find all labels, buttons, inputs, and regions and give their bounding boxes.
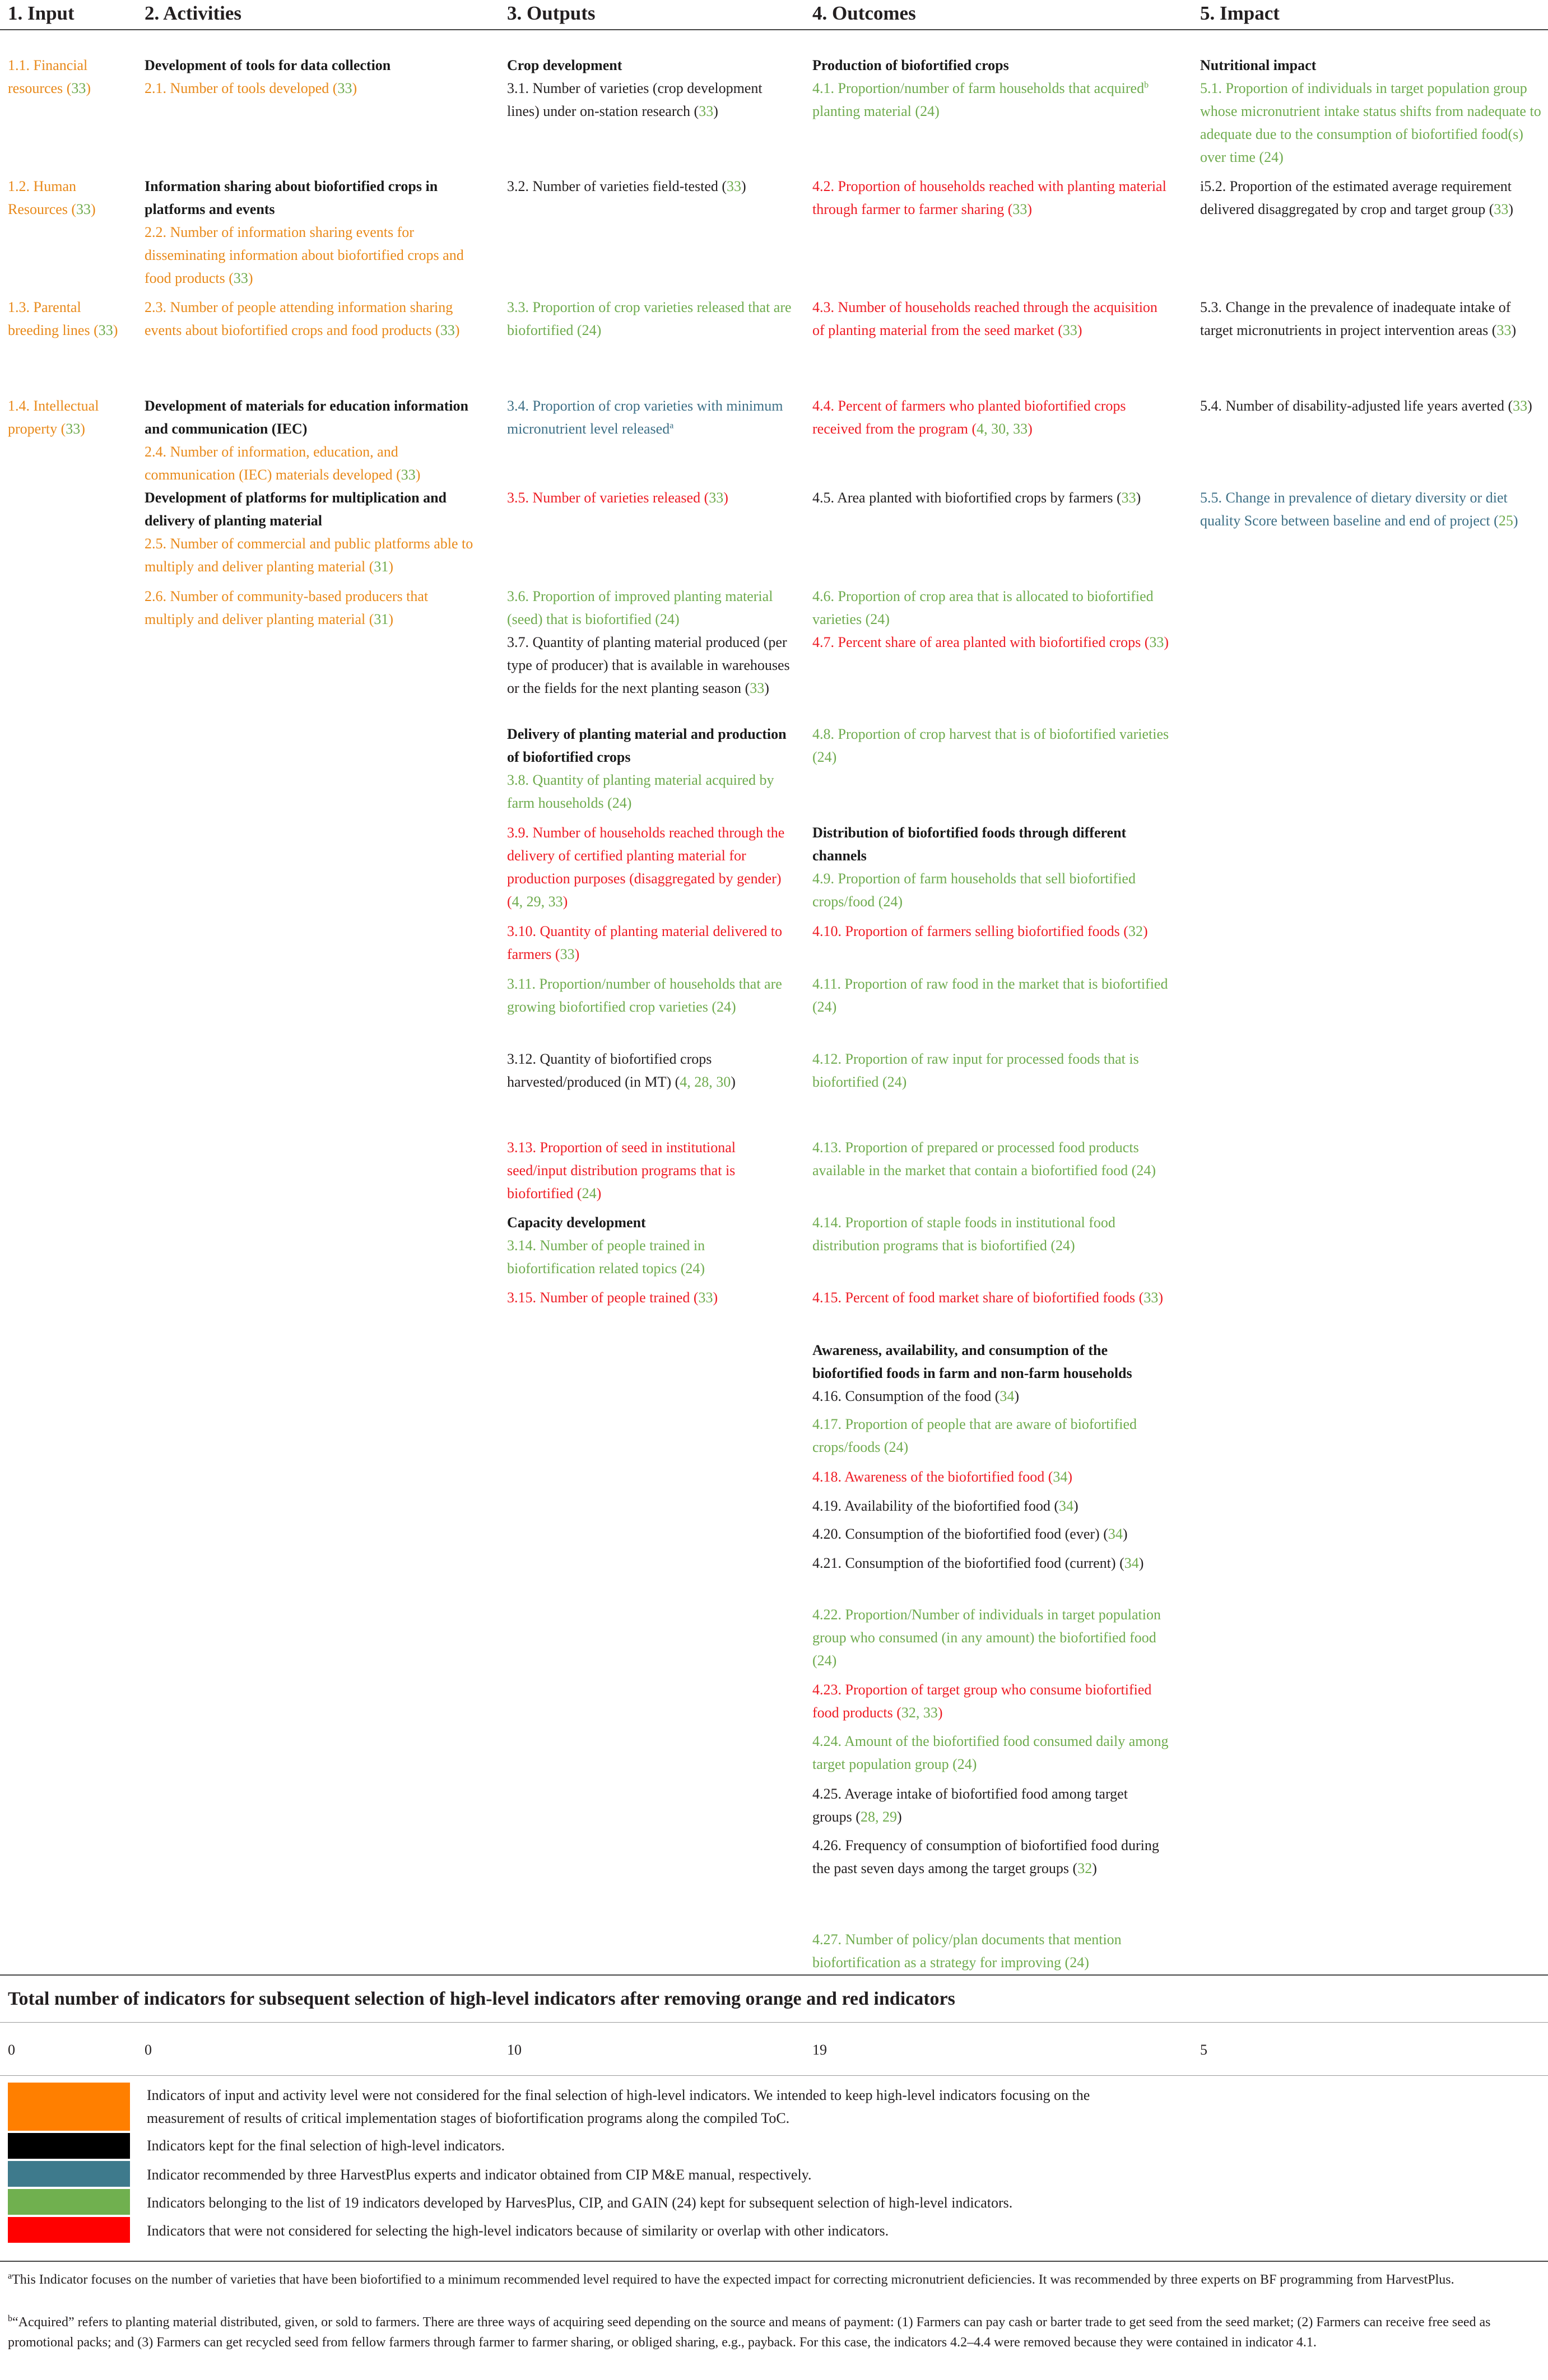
total-outcomes: 19 <box>812 2042 827 2058</box>
header-outcomes: 4. Outcomes <box>812 2 916 24</box>
section-heading: Nutritional impact <box>1200 57 1317 73</box>
legend-swatch-green <box>8 2189 130 2215</box>
impact-indicator: 5.1. Proportion of individuals in target population group whose micronutrient intake status shifts from nadequate to adequate due to the consumption of biofortified food(s) over time (24) <box>1200 80 1541 165</box>
section-heading: Development of tools for data collection <box>145 57 391 73</box>
section-heading: Capacity development <box>507 1214 646 1231</box>
outcome-indicator: 4.11. Proportion of raw food in the market that is biofortified (24) <box>812 976 1168 1015</box>
outcome-indicator: 4.10. Proportion of farmers selling biofortified foods (32) <box>812 923 1148 939</box>
output-indicator: 3.2. Number of varieties field-tested (33) <box>507 178 746 194</box>
section-heading: Development of platforms for multiplication and delivery of planting material <box>145 490 447 529</box>
output-indicator: 3.7. Quantity of planting material produced (per type of producer) that is available in warehouses or the fields for the next planting season (33) <box>507 634 790 696</box>
outcome-indicator: 4.6. Proportion of crop area that is allocated to biofortified varieties (24) <box>812 588 1154 627</box>
legend-text-red: Indicators that were not considered for selecting the high-level indicators because of similarity or overlap with other indicators. <box>147 2223 889 2239</box>
output-indicator: 3.14. Number of people trained in biofortification related topics (24) <box>507 1237 705 1277</box>
impact-indicator: 5.4. Number of disability-adjusted life years averted (33) <box>1200 398 1532 414</box>
output-indicator: 3.3. Proportion of crop varieties released that are biofortified (24) <box>507 299 792 338</box>
header-outputs: 3. Outputs <box>507 2 596 24</box>
outcome-indicator: 4.13. Proportion of prepared or processed food products available in the market that contain a biofortified food (24) <box>812 1139 1156 1179</box>
activity-indicator: 2.4. Number of information, education, and communication (IEC) materials developed (33) <box>145 444 421 483</box>
outcome-indicator: 4.14. Proportion of staple foods in institutional food distribution programs that is biofortified (24) <box>812 1214 1115 1254</box>
legend-swatch-blue <box>8 2161 130 2187</box>
outcome-indicator: 4.22. Proportion/Number of individuals in target population group who consumed (in any amount) the biofortified food (24) <box>812 1606 1161 1669</box>
outcome-indicator: 4.27. Number of policy/plan documents that mention biofortification as a strategy for improving (24) <box>812 1931 1122 1971</box>
legend-text-green: Indicators belonging to the list of 19 indicators developed by HarvesPlus, CIP, and GAIN (24) kept for subsequent selection of high-level indicators. <box>147 2195 1013 2211</box>
legend-text-black: Indicators kept for the final selection of high-level indicators. <box>147 2137 505 2154</box>
outcome-indicator: 4.4. Percent of farmers who planted biofortified crops received from the program (4, 30, 33) <box>812 398 1126 437</box>
outcome-indicator: 4.21. Consumption of the biofortified food (current) (34) <box>812 1555 1144 1571</box>
activity-indicator: 2.1. Number of tools developed (33) <box>145 80 357 96</box>
divider <box>0 1974 1548 1976</box>
outcome-indicator: 4.3. Number of households reached through the acquisition of planting material from the seed market (33) <box>812 299 1157 338</box>
total-impact: 5 <box>1200 2042 1207 2058</box>
total-activities: 0 <box>145 2042 152 2058</box>
outcome-indicator: 4.17. Proportion of people that are aware of biofortified crops/foods (24) <box>812 1416 1137 1455</box>
output-indicator: 3.13. Proportion of seed in institutional seed/input distribution programs that is biofortified (24) <box>507 1139 736 1201</box>
output-indicator: 3.10. Quantity of planting material delivered to farmers (33) <box>507 923 782 962</box>
outcome-indicator: 4.15. Percent of food market share of biofortified foods (33) <box>812 1289 1164 1306</box>
outcome-indicator: 4.8. Proportion of crop harvest that is of biofortified varieties (24) <box>812 726 1169 765</box>
legend-swatch-black <box>8 2133 130 2159</box>
header-input: 1. Input <box>8 2 75 24</box>
outcome-indicator: 4.1. Proportion/number of farm households that acquired$^b$ planting material (24) <box>812 80 1149 119</box>
outcome-indicator: 4.23. Proportion of target group who consume biofortified food products (32, 33) <box>812 1682 1152 1721</box>
input-indicator: 1.2. Human Resources (33) <box>8 178 96 217</box>
divider <box>0 2075 1548 2076</box>
section-heading: Production of biofortified crops <box>812 57 1009 73</box>
output-indicator: 3.4. Proportion of crop varieties with minimum micronutrient level released$^a$ <box>507 398 783 437</box>
outcome-indicator: 4.19. Availability of the biofortified food (34) <box>812 1498 1079 1514</box>
outcome-indicator: 4.26. Frequency of consumption of biofortified food during the past seven days among the target groups (32) <box>812 1837 1159 1876</box>
legend-text-orange: Indicators of input and activity level were not considered for the final selection of high-level indicators. We intended to keep high-level indicators focusing on the measurement of results of critical implementation stages of biofortification programs along the compiled ToC. <box>147 2087 1090 2126</box>
outcome-indicator: 4.16. Consumption of the food (34) <box>812 1388 1020 1404</box>
output-indicator: 3.12. Quantity of biofortified crops harvested/produced (in MT) (4, 28, 30) <box>507 1051 736 1090</box>
outcome-indicator: 4.24. Amount of the biofortified food consumed daily among target population group (24) <box>812 1733 1169 1772</box>
total-input: 0 <box>8 2042 15 2058</box>
header-activities: 2. Activities <box>145 2 242 24</box>
section-heading: Development of materials for education information and communication (IEC) <box>145 398 468 437</box>
divider <box>0 2261 1548 2262</box>
legend-text-blue: Indicator recommended by three HarvestPlus experts and indicator obtained from CIP M&E manual, respectively. <box>147 2167 812 2183</box>
section-heading: Awareness, availability, and consumption of the biofortified foods in farm and non-farm households <box>812 1342 1132 1381</box>
output-indicator: 3.9. Number of households reached through the delivery of certified planting material for production purposes (disaggregated by gender) (4, 29, 33) <box>507 825 785 910</box>
input-indicator: 1.3. Parental breeding lines (33) <box>8 299 118 338</box>
input-indicator: 1.4. Intellectual property (33) <box>8 398 99 437</box>
total-outputs: 10 <box>507 2042 522 2058</box>
output-indicator: 3.5. Number of varieties released (33) <box>507 490 728 506</box>
input-indicator: 1.1. Financial resources (33) <box>8 57 91 96</box>
divider <box>0 2022 1548 2023</box>
outcome-indicator: 4.20. Consumption of the biofortified food (ever) (34) <box>812 1526 1128 1542</box>
outcome-indicator: 4.25. Average intake of biofortified food among target groups (28, 29) <box>812 1786 1128 1825</box>
footnote-a: $^a$This Indicator focuses on the number of varieties that have been biofortified to a minimum recommended level required to have the expected impact for correcting micronutrient deficiencies. It was recommended by three experts on BF programming from HarvestPlus. <box>8 2271 1454 2287</box>
output-indicator: 3.6. Proportion of improved planting material (seed) that is biofortified (24) <box>507 588 773 627</box>
output-indicator: 3.11. Proportion/number of households that are growing biofortified crop varieties (24) <box>507 976 782 1015</box>
outcome-indicator: 4.7. Percent share of area planted with biofortified crops (33) <box>812 634 1169 650</box>
output-indicator: 3.8. Quantity of planting material acquired by farm households (24) <box>507 772 774 811</box>
activity-indicator: 2.3. Number of people attending information sharing events about biofortified crops and food products (33) <box>145 299 460 338</box>
outcome-indicator: 4.12. Proportion of raw input for processed foods that is biofortified (24) <box>812 1051 1139 1090</box>
section-heading: Distribution of biofortified foods through different channels <box>812 825 1127 864</box>
outcome-indicator: 4.5. Area planted with biofortified crops by farmers (33) <box>812 490 1141 506</box>
footnote-b: $^b$“Acquired” refers to planting material distributed, given, or sold to farmers. There are three ways of acquiring seed depending on the source and means of payment: (1) Farmers can pay cash or barter trade to get seed from the seed market; (2) Farmers can receive free seed as promotional packs; and (3) Farmers can get recycled seed from fellow farmers through farmer to farmer sharing, or obliged sharing, e.g., payback. For this case, the indicators 4.2–4.4 were removed because they were contained in indicator 4.1. <box>8 2314 1491 2350</box>
activity-indicator: 2.2. Number of information sharing events for disseminating information about biofortified crops and food products (33) <box>145 224 464 286</box>
section-heading: Delivery of planting material and production of biofortified crops <box>507 726 787 765</box>
activity-indicator: 2.6. Number of community-based producers that multiply and deliver planting material (31) <box>145 588 429 627</box>
output-indicator: 3.1. Number of varieties (crop development lines) under on-station research (33) <box>507 80 763 119</box>
section-heading: Crop development <box>507 57 622 73</box>
legend-swatch-orange <box>8 2083 130 2131</box>
impact-indicator: i5.2. Proportion of the estimated average requirement delivered disaggregated by crop and target group (33) <box>1200 178 1514 217</box>
outcome-indicator: 4.18. Awareness of the biofortified food (34) <box>812 1469 1073 1485</box>
outcome-indicator: 4.9. Proportion of farm households that sell biofortified crops/food (24) <box>812 870 1136 910</box>
totals-title: Total number of indicators for subsequent selection of high-level indicators after removing orange and red indicators <box>8 1988 955 2009</box>
section-heading: Information sharing about biofortified crops in platforms and events <box>145 178 438 217</box>
activity-indicator: 2.5. Number of commercial and public platforms able to multiply and deliver planting material (31) <box>145 535 473 575</box>
table-header <box>0 0 1548 30</box>
header-impact: 5. Impact <box>1200 2 1280 24</box>
legend-swatch-red <box>8 2217 130 2243</box>
impact-indicator: 5.5. Change in prevalence of dietary diversity or diet quality Score between baseline and end of project (25) <box>1200 490 1518 529</box>
outcome-indicator: 4.2. Proportion of households reached with planting material through farmer to farmer sharing (33) <box>812 178 1166 217</box>
impact-indicator: 5.3. Change in the prevalence of inadequate intake of target micronutrients in project intervention areas (33) <box>1200 299 1517 338</box>
output-indicator: 3.15. Number of people trained (33) <box>507 1289 718 1306</box>
